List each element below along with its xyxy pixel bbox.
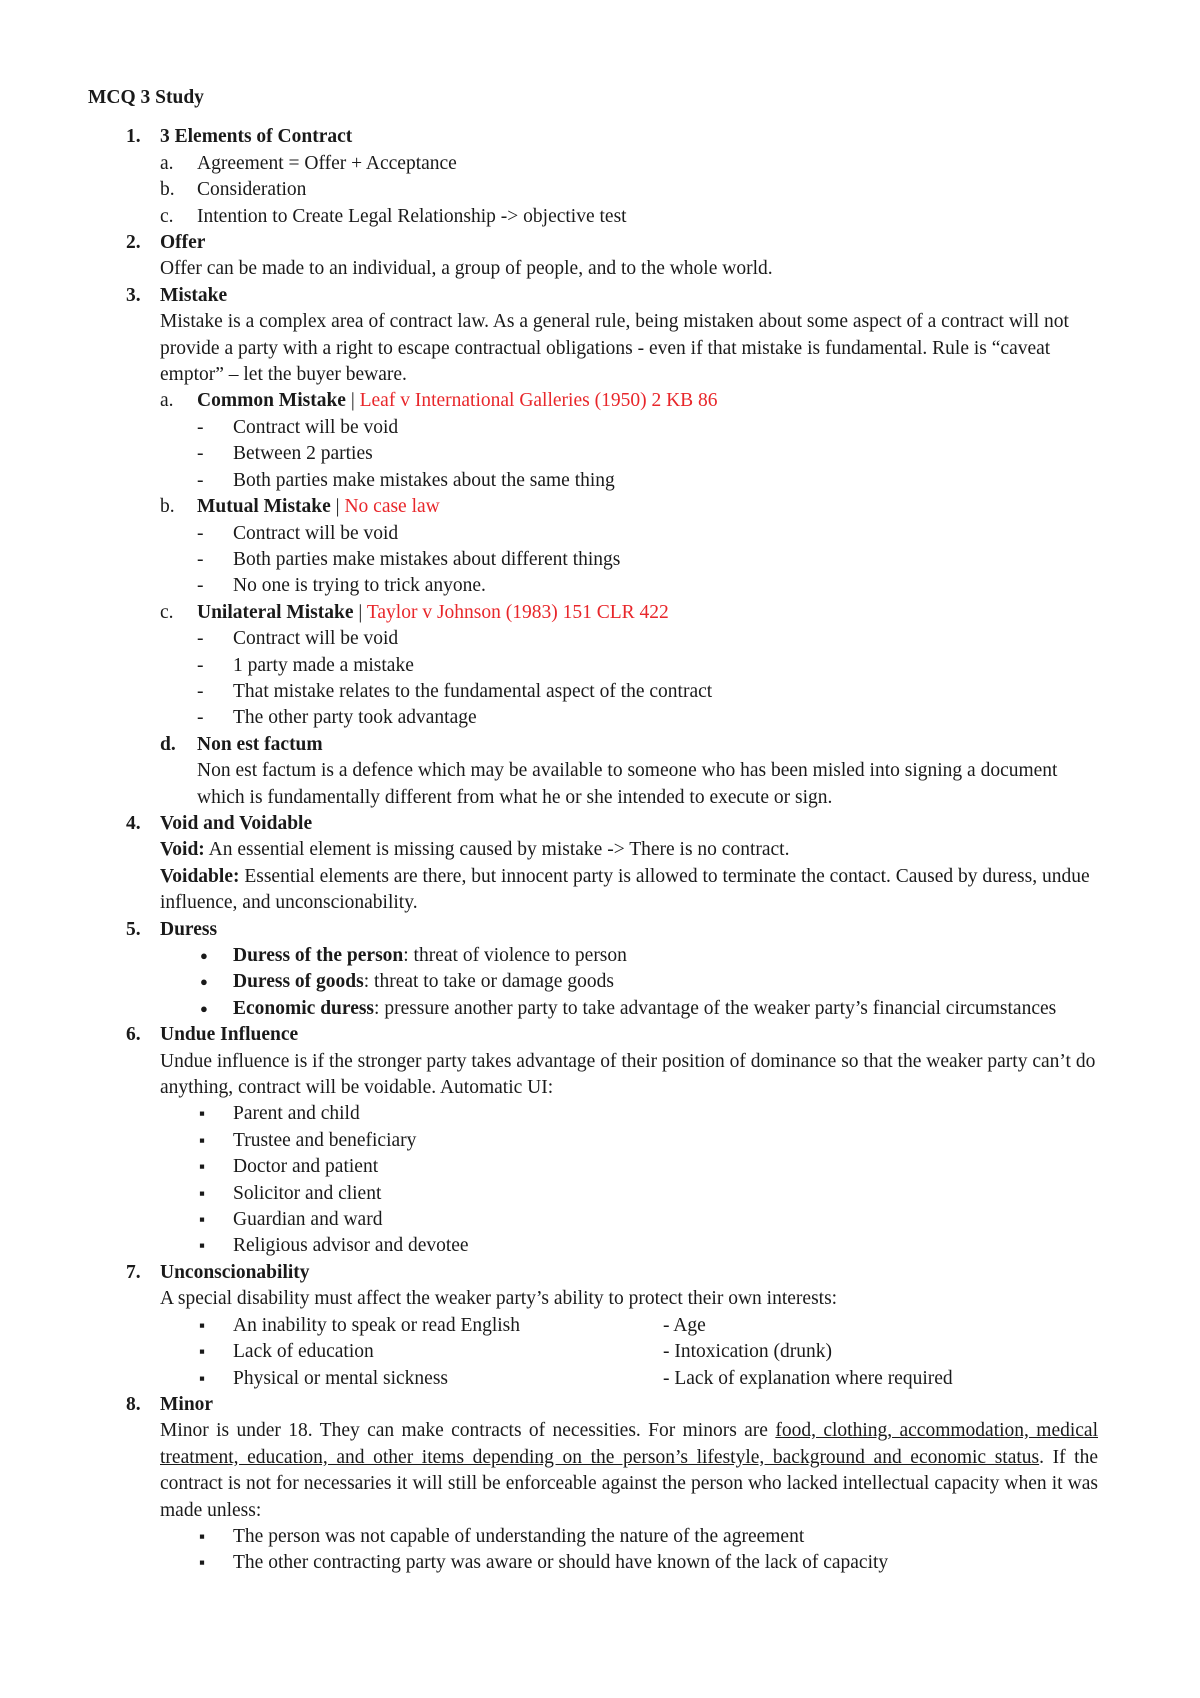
list-item: - Both parties make mistakes about different things [197,547,1098,573]
section-number: 1. [126,126,141,148]
list-item: ▪ Trustee and beneficiary [197,1128,1098,1154]
section-number: 5. [126,918,141,940]
subsection-mutual-mistake: b. Mutual Mistake | No case law - Contract will be void - Both parties make mistakes about different things - No one is trying to trick anyone. [160,494,1098,600]
list-item: - The other party took advantage [197,705,1098,731]
list-item: ▪ The person was not capable of understanding the nature of the agreement [197,1524,1098,1550]
section-heading: Undue Influence [160,1024,299,1046]
section-number: 8. [126,1393,141,1415]
list-item: - Contract will be void [197,626,1098,652]
section-heading: Unconscionability [160,1261,310,1283]
list-item: - Contract will be void [197,521,1098,547]
case-citation: No case law [344,496,440,518]
section-number: 7. [126,1261,141,1283]
document-page [88,85,1098,1577]
voidable-definition: Voidable: Essential elements are there, but innocent party is allowed to terminate the contact. Caused by duress, undue influence, and unconscionability. [160,865,1090,914]
section-heading: Mistake [160,284,228,306]
list-item: ▪ The other contracting party was aware or should have known of the lack of capacity [197,1550,1098,1576]
section-minor [88,1392,1098,1577]
list-row: ▪ An inability to speak or read English - Age [197,1313,1098,1339]
list-item: ▪ Doctor and patient [197,1154,1098,1180]
section-offer [88,230,1098,283]
section-number: 6. [126,1024,141,1046]
list-item: b. Consideration [160,179,307,201]
list-item: - Between 2 parties [197,441,1098,467]
list-item: - Contract will be void [197,415,1098,441]
section-unconscionability [88,1260,1098,1392]
list-item: ▪ Parent and child [197,1101,1098,1127]
case-citation: Leaf v International Galleries (1950) 2 KB 86 [359,390,718,412]
list-item: ● Duress of goods: threat to take or damage goods [197,969,1098,995]
section-number: 2. [126,232,141,254]
section-duress [88,917,1098,1023]
void-definition: Void: An essential element is missing caused by mistake -> There is no contract. [160,839,790,861]
section-undue-influence [88,1022,1098,1260]
section-number: 3. [126,284,141,306]
section-mistake [88,283,1098,811]
case-citation: Taylor v Johnson (1983) 151 CLR 422 [366,601,669,623]
list-row: ▪ Lack of education - Intoxication (drunk) [197,1339,1098,1365]
list-item: c. Intention to Create Legal Relationship -> objective test [160,205,627,227]
section-elements-of-contract [88,124,1098,230]
list-item: ● Economic duress: pressure another party to take advantage of the weaker party’s financial circumstances [197,996,1098,1022]
section-heading: 3 Elements of Contract [160,126,353,148]
section-heading: Minor [160,1393,214,1415]
section-body: Offer can be made to an individual, a group of people, and to the whole world. [160,258,773,280]
section-number: 4. [126,812,141,834]
section-body: Undue influence is if the stronger party takes advantage of their position of dominance so that the weaker party can’t do anything, contract will be voidable. Automatic UI: [160,1050,1096,1099]
subsection-common-mistake: a. Common Mistake | Leaf v International Galleries (1950) 2 KB 86 - Contract will be void - Between 2 parties - Both parties make mistakes about the same thing [160,388,1098,494]
list-item: - Both parties make mistakes about the same thing [197,468,1098,494]
document-title: MCQ 3 Study [88,87,204,108]
list-item: ▪ Guardian and ward [197,1207,1098,1233]
list-item: a. Agreement = Offer + Acceptance [160,152,457,174]
list-item: - 1 party made a mistake [197,653,1098,679]
section-body: Minor is under 18. They can make contracts of necessities. For minors are food, clothing, accommodation, medical treatment, education, and other items depending on the person’s lifestyle, background and economic status. If the contract is not for necessaries it will still be enforceable against the person who lacked intellectual capacity when it was made unless: [160,1420,1098,1521]
list-item: ▪ Solicitor and client [197,1181,1098,1207]
list-item: ● Duress of the person: threat of violence to person [197,943,1098,969]
list-row: ▪ Physical or mental sickness - Lack of explanation where required [197,1366,1098,1392]
list-item: ▪ Religious advisor and devotee [197,1233,1098,1259]
subsection-body: Non est factum is a defence which may be available to someone who has been misled into signing a document which is fundamentally different from what he or she intended to execute or sign. [197,760,1058,808]
list-item: - No one is trying to trick anyone. [197,573,1098,599]
subsection-non-est-factum: d. Non est factum Non est factum is a defence which may be available to someone who has been misled into signing a document which is fundamentally different from what he or she intended to execute or sign. [160,732,1098,811]
section-heading: Void and Voidable [160,812,313,834]
list-item: - That mistake relates to the fundamental aspect of the contract [197,679,1098,705]
section-heading: Duress [160,918,218,940]
section-void-voidable [88,811,1098,917]
section-heading: Offer [160,232,206,254]
subsection-unilateral-mistake: c. Unilateral Mistake | Taylor v Johnson (1983) 151 CLR 422 - Contract will be void - 1 party made a mistake - That mistake relates to the fundamental aspect of the contract - The other party took advantage [160,600,1098,732]
section-body: A special disability must affect the weaker party’s ability to protect their own interests: [160,1288,838,1310]
section-body: Mistake is a complex area of contract law. As a general rule, being mistaken about some aspect of a contract will not provide a party with a right to escape contractual obligations - even if that mistake is fundamental. Rule is “caveat emptor” – let the buyer beware. [160,311,1069,386]
